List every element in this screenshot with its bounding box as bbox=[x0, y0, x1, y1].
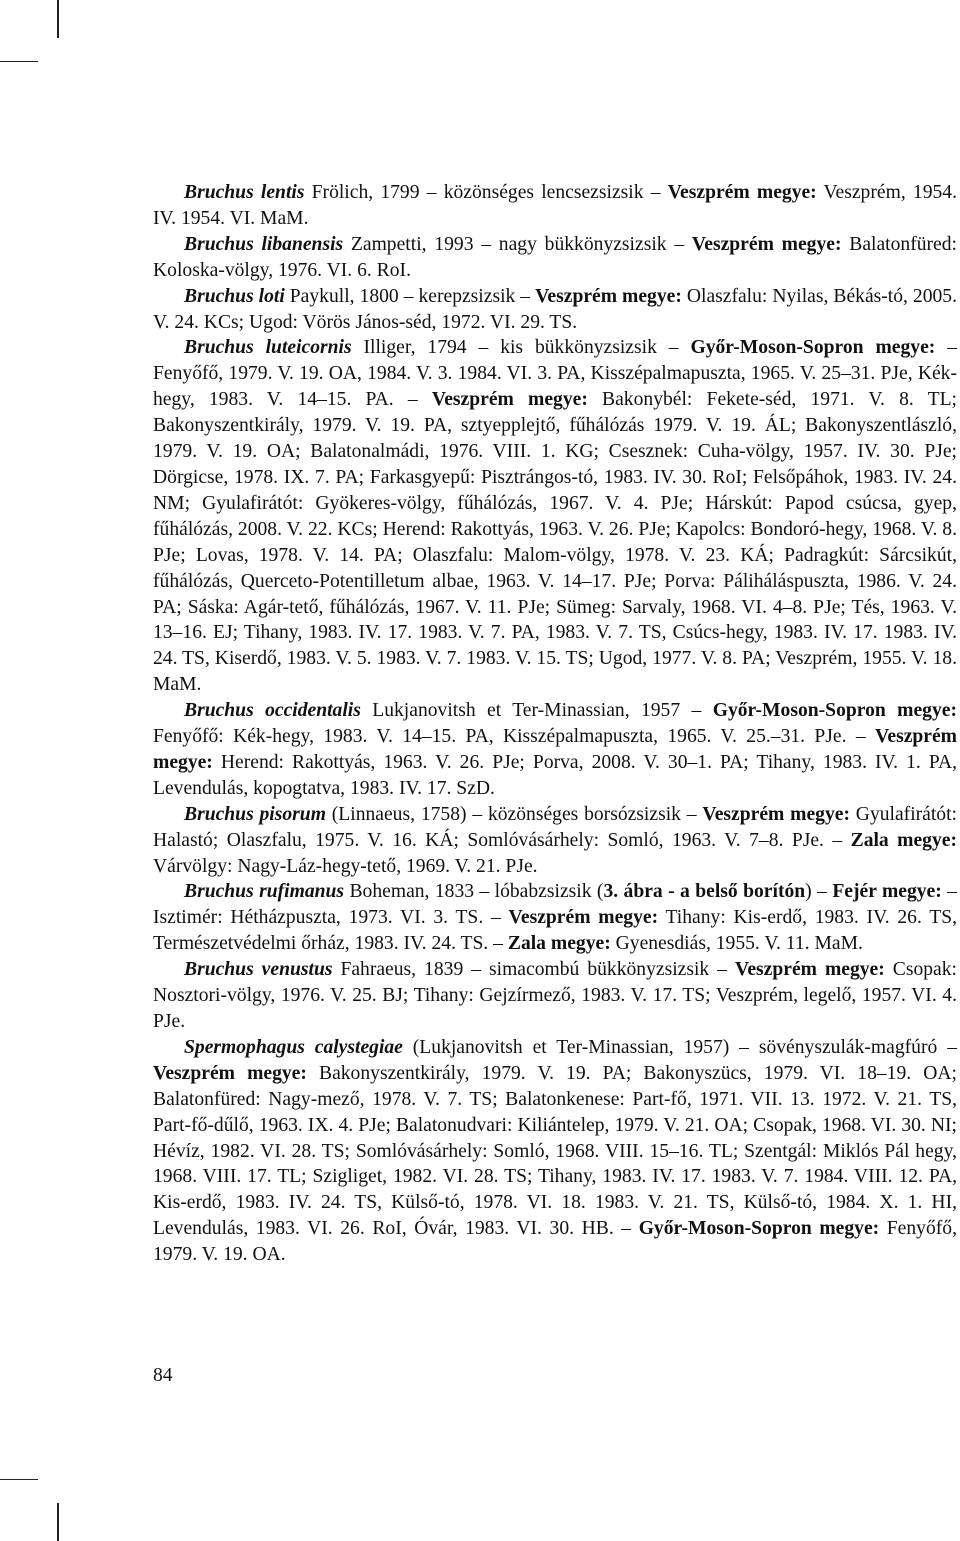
region-label: Veszprém megye: bbox=[535, 285, 682, 307]
record-text: (Lukjanovitsh et Ter-Minassian, 1957) – sövényszulák-magfúró – bbox=[402, 1036, 957, 1058]
record-text: Herend: Rakottyás, 1963. V. 26. PJe; Porva, 2008. V. 30–1. PA; Tihany, 1983. IV. 1. PA, Levendulás, kopogtatva, 1983. IV. 17. SzD. bbox=[153, 751, 957, 799]
region-label: Veszprém megye: bbox=[734, 959, 885, 981]
species-name: Bruchus lentis bbox=[184, 182, 305, 203]
region-label: Veszprém megye: bbox=[431, 389, 588, 411]
region-label: Veszprém megye: bbox=[153, 1062, 307, 1084]
crop-mark-top-vertical bbox=[57, 0, 59, 38]
record-text: Olaszfalu: Nyilas, Békás-tó, 2005. V. 24. KCs; Ugod: Vörös János-séd, 1972. VI. 29. TS. bbox=[153, 285, 957, 333]
region-label: Veszprém megye: bbox=[691, 233, 842, 255]
species-name: Bruchus venustus bbox=[184, 959, 333, 981]
record-text: ) – bbox=[805, 881, 833, 903]
record-text: Paykull, 1800 – kerepzsizsik – bbox=[284, 285, 536, 307]
record-text: – Fenyőfő, 1979. V. 19. OA, 1984. V. 3. 1984. VI. 3. PA, Kisszépalmapuszta, 1965. V. 25–31. PJe, Kék-hegy, 1983. V. 14–15. PA. – bbox=[153, 337, 957, 411]
record-text: Bakonybél: Fekete-séd, 1971. V. 8. TL; Bakonyszentkirály, 1979. V. 19. PA, sztyepplejtő, fűhálózás 1979. V. 19. ÁL; Bakonyszentlászló, 1979. V. 19. OA; Balatonalmádi, 1976. VIII. 1. KG; Csesznek: Cuha-völgy, 1957. IV. 30. PJe; Dörgicse, 1978. IX. 7. PA; Farkasgyepű: Pisztrángos-tó, 1983. IV. 30. RoI; Felsőpáhok, 1983. IV. 24. NM; Gyulafirátót: Gyökeres-völgy, fűhálózás, 1967. V. 4. PJe; Hárskút: Papod csúcsa, gyep, fűhálózás, 2008. V. 22. KCs; Herend: Rakottyás, 1963. V. 26. PJe; Kapolcs: Bondoró-hegy, 1968. V. 8. PJe; Lovas, 1978. V. 14. PA; Olaszfalu: Malom-völgy, 1978. V. 23. KÁ; Padragkút: Sárcsikút, fűhálózás, Querceto-Potentilletum albae, 1963. V. 14–17. PJe; Porva: Páliháláspuszta, 1986. V. 24. PA; Sáska: Agár-tető, fűhálózás, 1967. V. 11. PJe; Sümeg: Sarvaly, 1968. VI. 4–8. PJe; Tés, 1963. V. 13–16. EJ; Tihany, 1983. IV. 17. 1983. V. 7. PA, 1983. V. 7. TS, Csúcs-hegy, 1983. IV. 17. 1983. IV. 24. TS, Kiserdő, 1983. V. 5. 1983. V. 7. 1983. V. 15. TS; Ugod, 1977. V. 8. PA; Veszprém, 1955. V. 18. MaM. bbox=[153, 389, 957, 696]
record-text: Gyenesdiás, 1955. V. 11. MaM. bbox=[610, 933, 863, 955]
page-number: 84 bbox=[153, 1365, 173, 1386]
record-text: Várvölgy: Nagy-Láz-hegy-tető, 1969. V. 21. PJe. bbox=[153, 855, 538, 877]
region-label: 3. ábra - a belső borítón bbox=[603, 881, 806, 903]
species-name: Spermophagus calystegiae bbox=[184, 1036, 403, 1058]
region-label: Győr-Moson-Sopron megye: bbox=[690, 337, 936, 359]
record-text: – Isztimér: Hétházpuszta, 1973. VI. 3. TS. – bbox=[153, 881, 957, 929]
region-label: Győr-Moson-Sopron megye: bbox=[712, 700, 958, 722]
record-text: Csopak: Nosztori-völgy, 1976. V. 25. BJ; Tihany: Gejzírmező, 1983. V. 17. TS; Veszprém, legelő, 1957. VI. 4. PJe. bbox=[153, 959, 957, 1032]
record-text: Boheman, 1833 – lóbabzsizsik ( bbox=[344, 881, 604, 903]
species-entry bbox=[153, 284, 957, 336]
region-label: Zala megye: bbox=[507, 933, 611, 955]
species-list bbox=[153, 180, 957, 1268]
crop-mark-top-horizontal bbox=[0, 61, 38, 62]
record-text: Veszprém, 1954. IV. 1954. VI. MaM. bbox=[153, 182, 957, 229]
record-text: Frölich, 1799 – közönséges lencsezsizsik – bbox=[304, 182, 668, 203]
species-entry bbox=[153, 879, 957, 957]
record-text: (Linnaeus, 1758) – közönséges borsózsizsik – bbox=[325, 803, 703, 825]
record-text: Gyulafirátót: Halastó; Olaszfalu, 1975. V. 16. KÁ; Somlóvásárhely: Somló, 1963. V. 7–8. PJe. – bbox=[153, 803, 957, 851]
species-name: Bruchus occidentalis bbox=[184, 700, 361, 722]
species-entry bbox=[153, 232, 957, 284]
species-entry bbox=[153, 698, 957, 802]
species-entry bbox=[153, 335, 957, 698]
species-name: Bruchus rufimanus bbox=[184, 881, 345, 903]
region-label: Veszprém megye: bbox=[508, 907, 659, 929]
region-label: Fejér megye: bbox=[832, 881, 942, 903]
region-label: Veszprém megye: bbox=[153, 726, 957, 773]
record-text: Fahraeus, 1839 – simacombú bükkönyzsizsik – bbox=[332, 959, 735, 981]
region-label: Veszprém megye: bbox=[702, 803, 850, 825]
species-entry bbox=[153, 1035, 957, 1268]
species-name: Bruchus loti bbox=[184, 285, 285, 307]
region-label: Veszprém megye: bbox=[667, 182, 817, 203]
crop-mark-bottom-vertical bbox=[57, 1503, 59, 1541]
species-name: Bruchus luteicornis bbox=[184, 337, 352, 359]
record-text: Bakonyszentkirály, 1979. V. 19. PA; Bakonyszücs, 1979. VI. 18–19. OA; Balatonfüred: Nagy-mező, 1978. V. 7. TS; Balatonkenese: Part-fő, 1971. VII. 13. 1972. V. 21. TS, Part-fő-dűlő, 1963. IX. 4. PJe; Balatonudvari: Kiliántelep, 1979. V. 21. OA; Csopak, 1968. VI. 30. NI; Hévíz, 1982. VI. 28. TS; Somlóvásárhely: Somló, 1968. VIII. 15–16. TL; Szentgál: Miklós Pál hegy, 1968. VIII. 17. TL; Szigliget, 1982. VI. 28. TS; Tihany, 1983. IV. 17. 1983. V. 7. 1984. VIII. 12. PA, Kis-erdő, 1983. IV. 24. TS, Külső-tó, 1978. VI. 18. 1983. V. 21. TS, Külső-tó, 1984. X. 1. HI, Levendulás, 1983. VI. 26. RoI, Óvár, 1983. VI. 30. HB. – bbox=[153, 1062, 957, 1240]
region-label: Zala megye: bbox=[850, 829, 957, 851]
species-entry bbox=[153, 180, 957, 232]
species-name: Bruchus pisorum bbox=[184, 803, 326, 825]
species-entry bbox=[153, 957, 957, 1035]
species-entry bbox=[153, 802, 957, 880]
record-text: Zampetti, 1993 – nagy bükkönyzsizsik – bbox=[343, 233, 692, 255]
record-text: Lukjanovitsh et Ter-Minassian, 1957 – bbox=[360, 700, 713, 722]
record-text: Fenyőfő, 1979. V. 19. OA. bbox=[153, 1218, 957, 1266]
record-text: Fenyőfő: Kék-hegy, 1983. V. 14–15. PA, Kisszépalmapuszta, 1965. V. 25.–31. PJe. – bbox=[153, 726, 876, 748]
species-name: Bruchus libanensis bbox=[184, 233, 344, 255]
record-text: Balatonfüred: Koloska-völgy, 1976. VI. 6. RoI. bbox=[153, 233, 957, 281]
record-text: Tihany: Kis-erdő, 1983. IV. 26. TS, Természetvédelmi őrház, 1983. IV. 24. TS. – bbox=[153, 907, 957, 955]
region-label: Győr-Moson-Sopron megye: bbox=[638, 1218, 880, 1240]
record-text: Illiger, 1794 – kis bükkönyzsizsik – bbox=[351, 337, 691, 359]
crop-mark-bottom-horizontal bbox=[0, 1479, 38, 1480]
